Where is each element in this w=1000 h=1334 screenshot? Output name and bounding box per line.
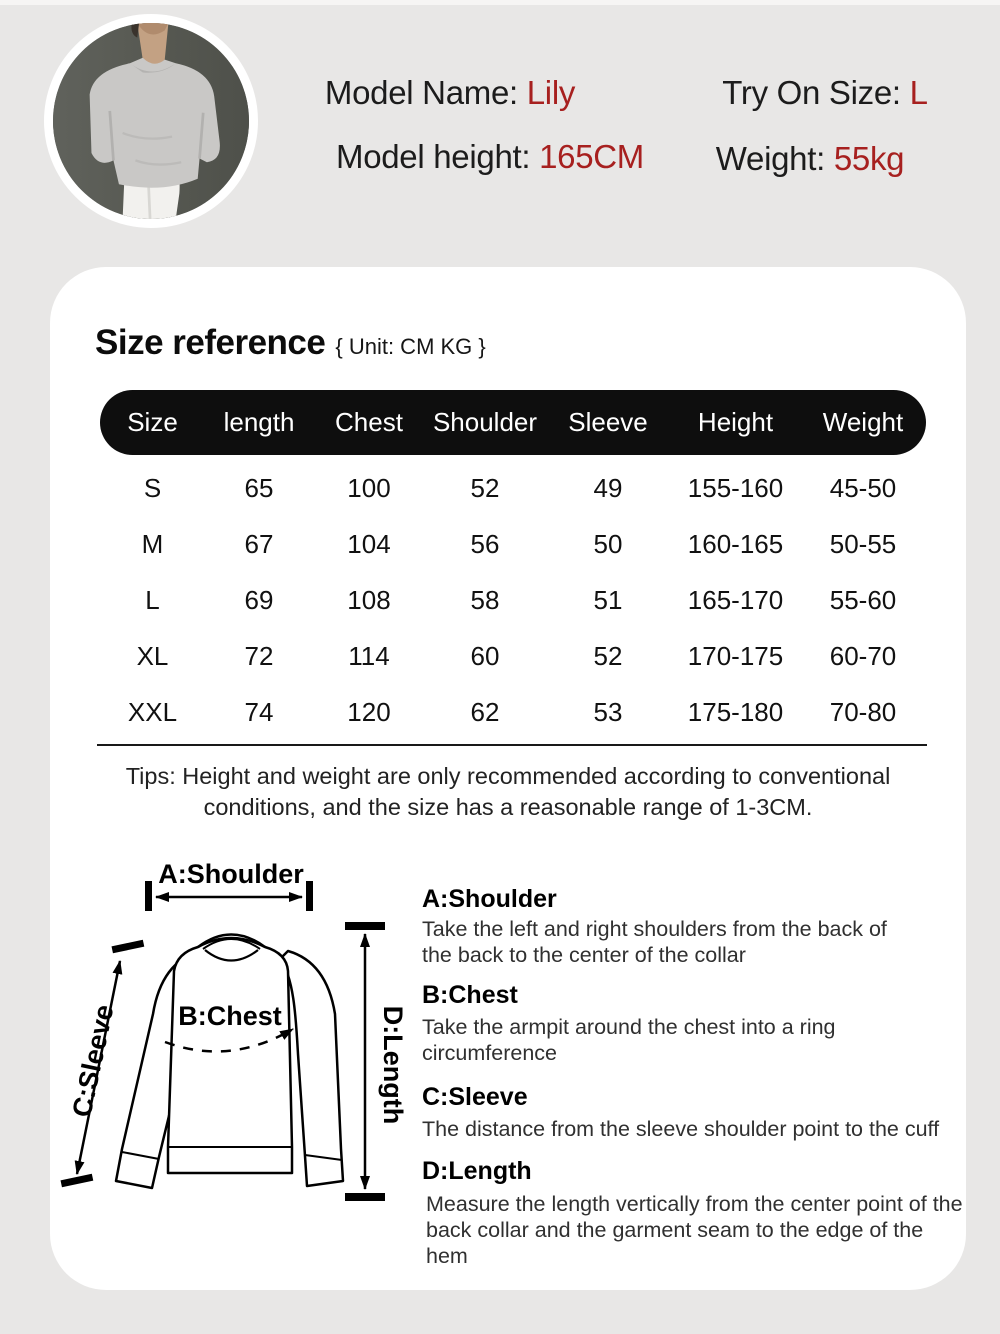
- table-cell: 155-160: [687, 472, 784, 503]
- model-height-label: Model height:: [336, 138, 531, 175]
- table-cell: 58: [470, 584, 500, 615]
- table-cell: 160-165: [687, 528, 784, 559]
- a-end-bar-left: [145, 881, 152, 911]
- tips-line2: conditions, and the size has a reasonable range of 1-3CM.: [203, 794, 813, 820]
- model-height-value: 165CM: [539, 138, 644, 175]
- table-bottom-rule: [97, 744, 927, 746]
- weight-value: 55kg: [833, 140, 905, 177]
- table-cell: 53: [593, 696, 623, 727]
- top-strip: [0, 0, 1000, 5]
- table-cell: 114: [348, 640, 390, 671]
- model-photo-illustration: [53, 23, 249, 219]
- size-table-header: [100, 390, 926, 455]
- table-row-xl: [100, 628, 926, 684]
- guide-heading: D:Length: [422, 1157, 532, 1185]
- col-header-weight: Weight: [822, 407, 904, 437]
- weight-label: Weight:: [715, 140, 825, 177]
- table-cell: 175-180: [687, 696, 784, 727]
- table-cell: 67: [244, 528, 274, 559]
- col-header-sleeve: Sleeve: [568, 407, 648, 437]
- card-title: [95, 323, 486, 363]
- table-row-m: [100, 516, 926, 572]
- table-cell: 55-60: [829, 584, 897, 615]
- table-cell: 104: [347, 528, 391, 559]
- size-table: [100, 390, 926, 740]
- table-cell: 51: [593, 584, 623, 615]
- guide-desc: The distance from the sleeve shoulder point to the cuff: [422, 1117, 940, 1141]
- guide-item-sleeve: [422, 1083, 964, 1142]
- col-header-height: Height: [697, 407, 774, 437]
- unit-note: { Unit: CM KG }: [335, 334, 486, 359]
- table-row-xxl: [100, 684, 926, 740]
- tips-line1: Tips: Height and weight are only recommended according to conventional: [125, 763, 891, 789]
- guide-desc-line: back collar and the garment seam to the edge of the hem: [426, 1218, 924, 1268]
- diagram-label-c: C:Sleeve: [66, 1001, 120, 1120]
- d-end-bar-bottom: [345, 1193, 385, 1201]
- a-end-bar-right: [306, 881, 313, 911]
- guide-desc: [422, 916, 964, 968]
- tips-text: [95, 761, 921, 823]
- table-cell: 70-80: [829, 696, 897, 727]
- guide-desc-line: the back to the center of the collar: [422, 943, 746, 967]
- guide-heading: C:Sleeve: [422, 1083, 528, 1111]
- col-header-size: Size: [127, 407, 178, 437]
- guide-desc-line: Measure the length vertically from the center point of the: [426, 1192, 963, 1216]
- guide-item-shoulder: [422, 885, 964, 968]
- col-header-length: length: [223, 407, 295, 437]
- table-cell: 165-170: [687, 584, 784, 615]
- table-cell: L: [145, 584, 160, 615]
- table-row-l: [100, 572, 926, 628]
- diagram-label-a: A:Shoulder: [158, 859, 304, 889]
- col-header-chest: Chest: [335, 407, 403, 437]
- c-end-bar-bottom: [61, 1174, 94, 1188]
- measurement-diagram: [50, 859, 470, 1211]
- col-header-shoulder: Shoulder: [432, 407, 538, 437]
- table-cell: 120: [347, 696, 391, 727]
- table-cell: 100: [347, 472, 391, 503]
- weight-line: [690, 140, 930, 178]
- guide-item-length: [422, 1157, 964, 1269]
- table-cell: S: [143, 472, 162, 503]
- table-cell: 72: [244, 640, 274, 671]
- guide-desc: Take the armpit around the chest into a ring circumference: [422, 1015, 836, 1065]
- size-reference-title: Size reference: [95, 323, 326, 362]
- diagram-label-b: B:Chest: [178, 1001, 282, 1031]
- d-end-bar-top: [345, 922, 385, 930]
- try-on-size-line: [690, 74, 960, 112]
- guide-heading: B:Chest: [422, 981, 518, 1009]
- diagram-label-d: D:Length: [378, 1005, 408, 1125]
- table-cell: 52: [470, 472, 500, 503]
- table-cell: 69: [244, 584, 274, 615]
- table-row-s: [100, 460, 926, 516]
- table-cell: 170-175: [687, 640, 784, 671]
- body-outline: [168, 938, 292, 1173]
- table-cell: 56: [470, 528, 500, 559]
- table-cell: 50-55: [829, 528, 897, 559]
- guide-desc: [422, 1191, 964, 1269]
- try-on-size-value: L: [909, 74, 928, 111]
- size-reference-card: [50, 267, 966, 1290]
- table-cell: 60: [470, 640, 500, 671]
- table-cell: 49: [593, 472, 623, 503]
- model-name-value: Lily: [526, 74, 576, 111]
- table-cell: 62: [470, 696, 500, 727]
- table-cell: XL: [136, 640, 169, 671]
- size-table-body: [100, 455, 926, 740]
- model-name-line: [280, 74, 620, 112]
- table-cell: 108: [347, 584, 391, 615]
- guide-heading: A:Shoulder: [422, 885, 557, 913]
- model-photo: [44, 14, 258, 228]
- table-cell: 52: [593, 640, 623, 671]
- table-cell: 65: [244, 472, 274, 503]
- try-on-size-label: Try On Size:: [722, 74, 901, 111]
- guide-item-chest: [422, 981, 964, 1066]
- table-cell: 60-70: [829, 640, 897, 671]
- table-cell: 74: [244, 696, 274, 727]
- table-cell: 50: [593, 528, 623, 559]
- table-cell: 45-50: [829, 472, 897, 503]
- model-height-line: [272, 138, 708, 176]
- table-cell: M: [141, 528, 164, 559]
- guide-desc-line: Take the left and right shoulders from the back of: [422, 917, 887, 941]
- model-name-label: Model Name:: [324, 74, 518, 111]
- measure-guide-text: [422, 885, 964, 1269]
- table-cell: XXL: [127, 696, 178, 727]
- c-end-bar-top: [112, 940, 145, 954]
